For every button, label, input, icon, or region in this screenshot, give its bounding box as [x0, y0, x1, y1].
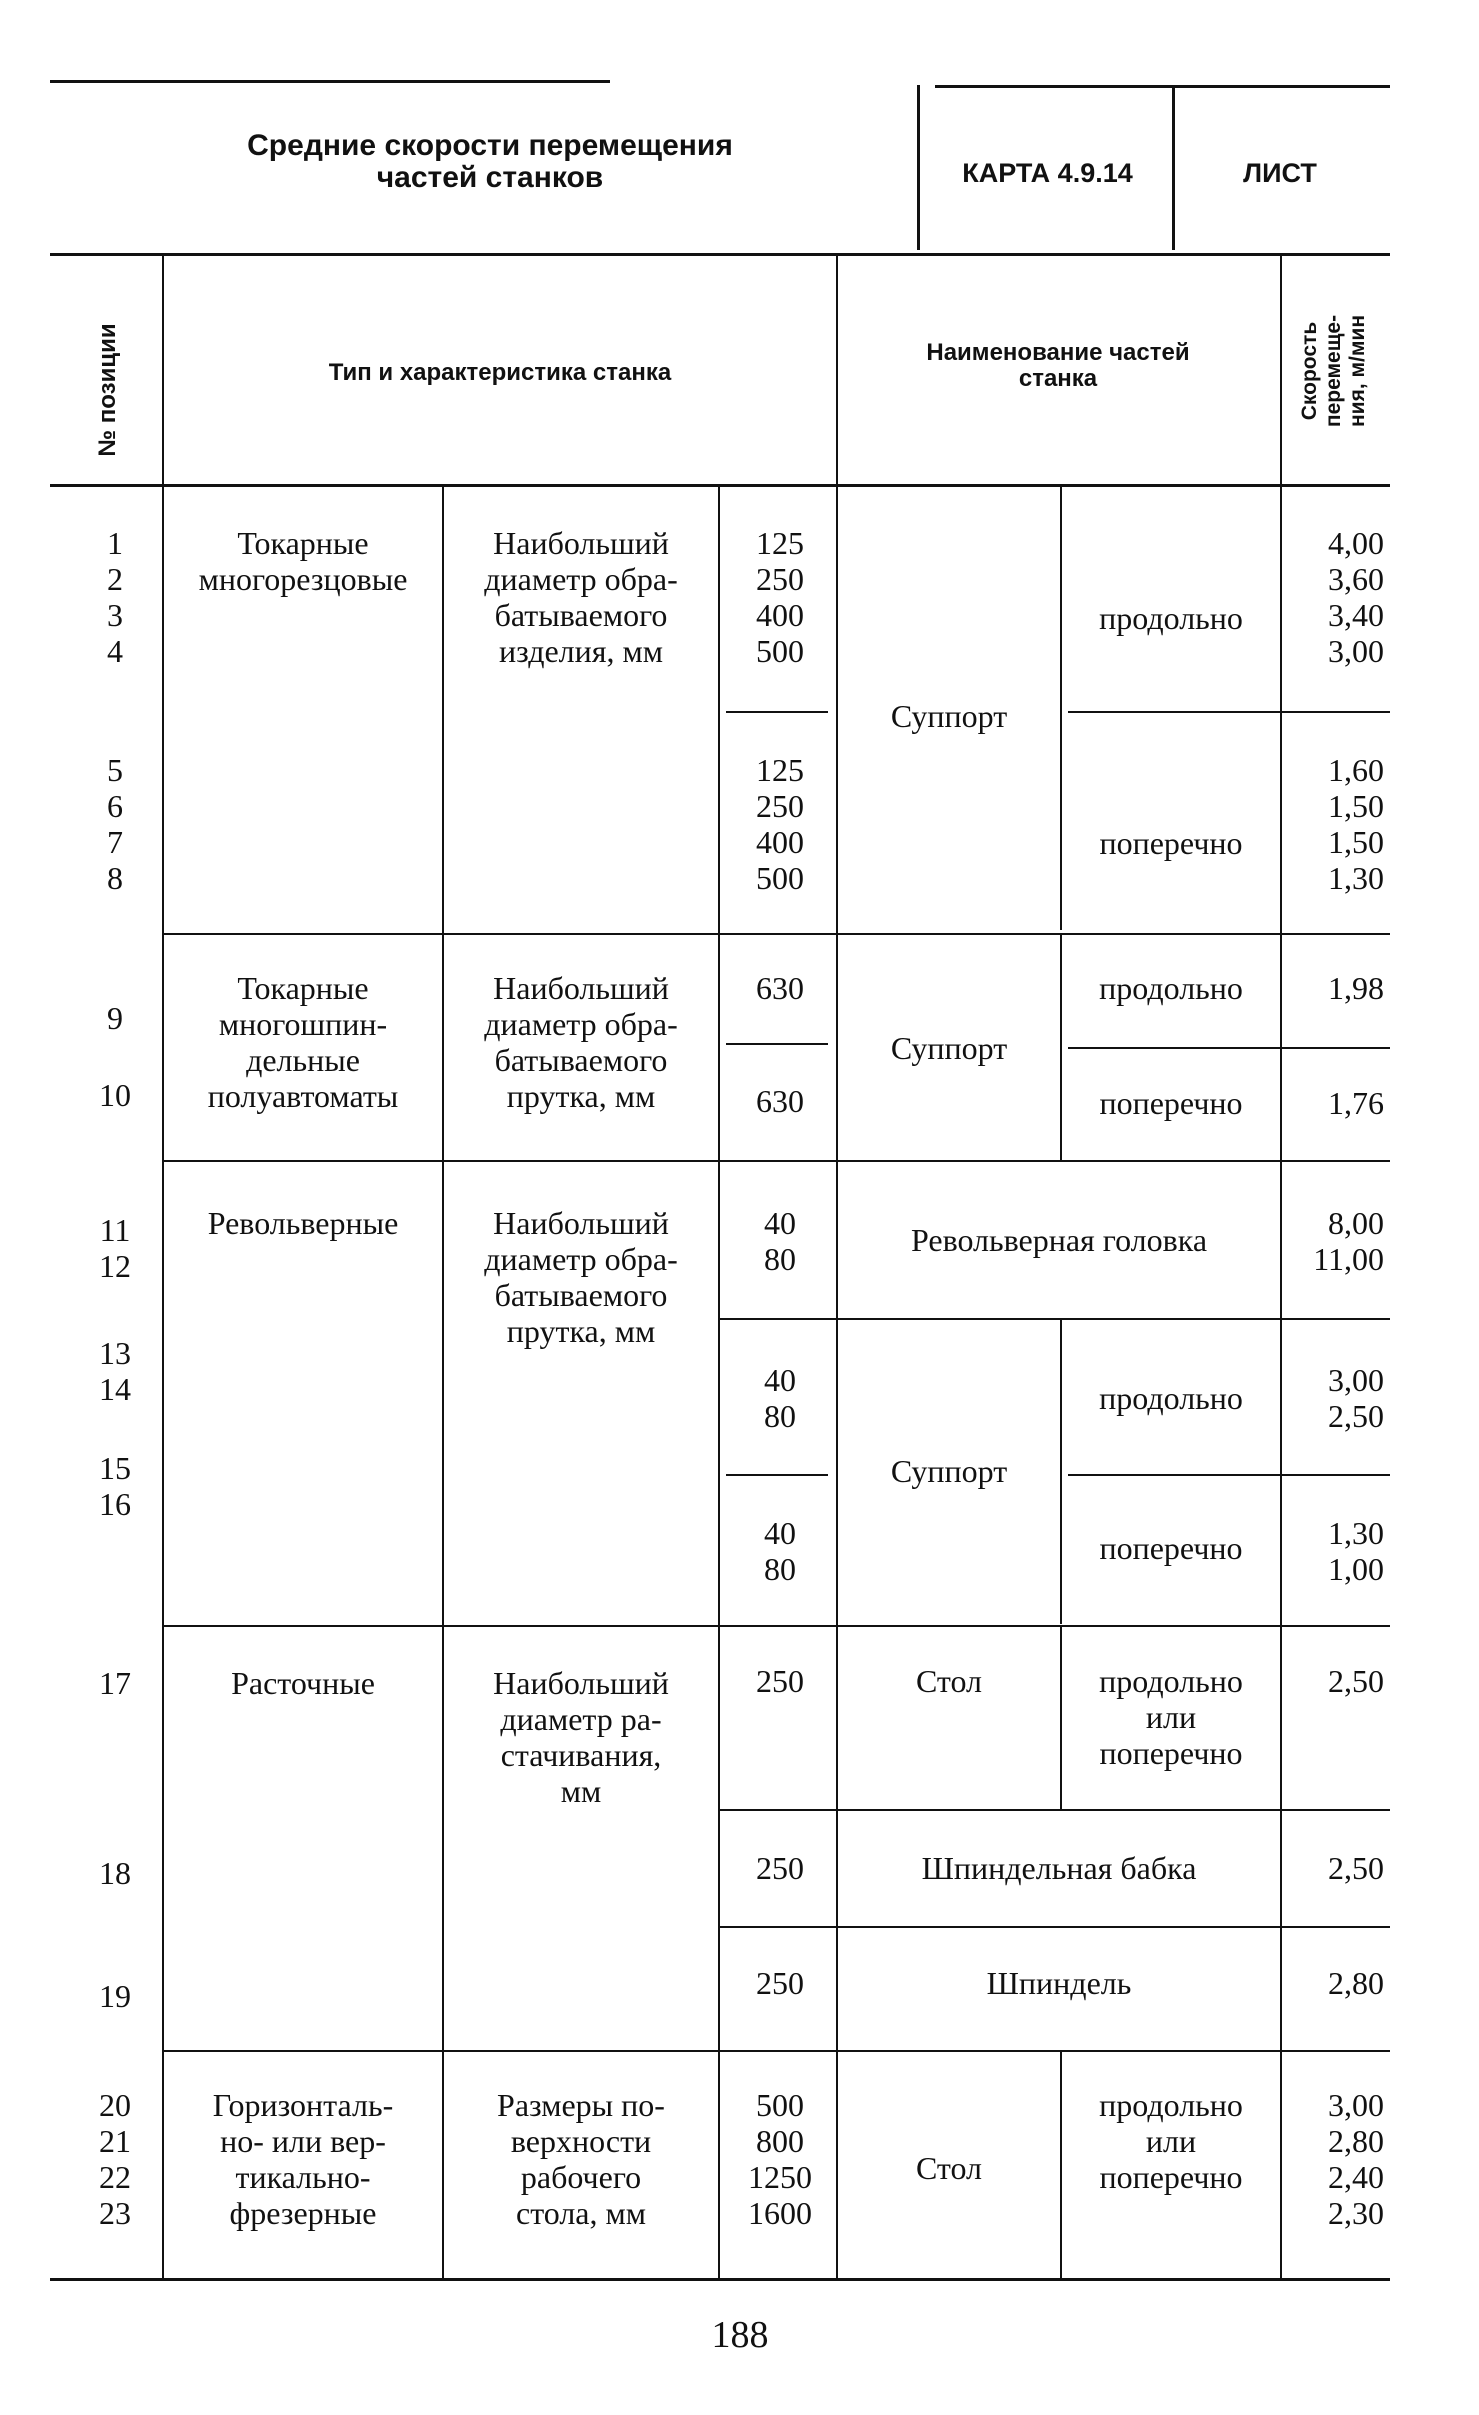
g2-speed-a: 1,98 — [1328, 970, 1384, 1006]
g4-size-a: 250 — [756, 1663, 804, 1699]
g4-part-c: Шпиндель — [986, 1965, 1132, 2001]
sub-rule-g2-dir — [1068, 1047, 1390, 1049]
page-title: Средние скорости перемещения частей станков — [247, 129, 733, 194]
g4-part-a: Стол — [915, 1663, 983, 1699]
col-header-position-text: № позиции — [94, 323, 121, 457]
col-header-speed-text: Скорость перемеще- ния, м/мин — [1298, 314, 1369, 428]
group-rule-1 — [164, 933, 1390, 935]
g4-size-b: 250 — [756, 1850, 804, 1886]
col-line-type-param — [442, 486, 444, 2278]
g4-pos-a: 17 — [99, 1665, 131, 1701]
g1-speeds-b: 1,60 1,50 1,50 1,30 — [1328, 752, 1384, 896]
group-rule-2 — [164, 1160, 1390, 1162]
g4-speed-c: 2,80 — [1328, 1965, 1384, 2001]
g4-dir-a: продольно или поперечно — [1099, 1663, 1243, 1771]
g4-param: Наибольший диаметр ра- стачивания, мм — [493, 1665, 669, 1809]
g3-part-a: Револьверная головка — [910, 1222, 1208, 1258]
g4-size-c: 250 — [756, 1965, 804, 2001]
col-line-dir-g3 — [1060, 1318, 1062, 1624]
header-top-rule-right — [935, 85, 1390, 88]
col-line-dir-g2 — [1060, 935, 1062, 1160]
g1-positions-b: 5 6 7 8 — [107, 752, 123, 896]
col-line-dir-g4 — [1060, 1627, 1062, 1809]
g2-pos-b: 10 — [99, 1077, 131, 1113]
card-number: КАРТА 4.9.14 — [962, 158, 1133, 188]
col-line-size — [718, 486, 720, 2278]
col-header-part: Наименование частей станка — [926, 339, 1190, 392]
g3-speeds-a: 8,00 11,00 — [1313, 1205, 1384, 1277]
g1-type: Токарные многорезцовые — [198, 525, 408, 597]
g2-speed-b: 1,76 — [1328, 1085, 1384, 1121]
g3-dir-b: продольно — [1099, 1380, 1243, 1416]
g3-sizes-a: 40 80 — [764, 1205, 796, 1277]
sub-rule-g1-size — [726, 711, 828, 713]
g3-speeds-c: 1,30 1,00 — [1328, 1515, 1384, 1587]
col-line-part — [836, 253, 838, 2278]
g5-part: Стол — [915, 2150, 983, 2186]
g2-size-b: 630 — [756, 1083, 804, 1119]
g4-speed-a: 2,50 — [1328, 1663, 1384, 1699]
sub-rule-g2-size — [726, 1043, 828, 1045]
col-line-position — [162, 253, 164, 2278]
g2-size-a: 630 — [756, 970, 804, 1006]
g5-param: Размеры по- верхности рабочего стола, мм — [497, 2087, 665, 2231]
g4-pos-c: 19 — [99, 1978, 131, 2014]
g3-type: Револьверные — [207, 1205, 399, 1241]
g2-param: Наибольший диаметр обра- батываемого прутка, мм — [484, 970, 678, 1114]
sub-rule-g3-a — [720, 1318, 1390, 1320]
g3-pos-a: 11 12 — [99, 1212, 131, 1284]
g1-dir-a: продольно — [1099, 600, 1243, 636]
g5-dir: продольно или поперечно — [1099, 2087, 1243, 2195]
g3-part-b: Суппорт — [890, 1453, 1008, 1489]
sub-rule-g1-dir — [1068, 711, 1390, 713]
col-header-type: Тип и характеристика станка — [328, 359, 672, 386]
table-header-rule — [50, 484, 1390, 487]
page-number: 188 — [711, 2314, 769, 2356]
col-line-dir-g5 — [1060, 2052, 1062, 2278]
table-top-rule — [50, 253, 1390, 256]
g1-positions: 1 2 3 4 — [107, 525, 123, 669]
g3-speeds-b: 3,00 2,50 — [1328, 1362, 1384, 1434]
g2-pos-a: 9 — [107, 1000, 123, 1036]
g1-part: Суппорт — [890, 698, 1008, 734]
g5-positions: 20 21 22 23 — [99, 2087, 131, 2231]
sub-rule-g4-a — [720, 1809, 1390, 1811]
g3-param: Наибольший диаметр обра- батываемого прутка, мм — [484, 1205, 678, 1349]
g3-sizes-b: 40 80 — [764, 1362, 796, 1434]
sub-rule-g3-dir — [1068, 1474, 1390, 1476]
group-rule-3 — [164, 1625, 1390, 1627]
g4-type: Расточные — [231, 1665, 375, 1701]
g1-sizes-b: 125 250 400 500 — [756, 752, 804, 896]
g1-param: Наибольший диаметр обра- батываемого изделия, мм — [484, 525, 678, 669]
sheet-label: ЛИСТ — [1243, 158, 1317, 188]
g3-sizes-c: 40 80 — [764, 1515, 796, 1587]
table-bottom-rule — [50, 2278, 1390, 2281]
g5-sizes: 500 800 1250 1600 — [748, 2087, 812, 2231]
g2-dir-a: продольно — [1099, 970, 1243, 1006]
g4-part-b: Шпиндельная бабка — [921, 1850, 1197, 1886]
col-line-dir-g1 — [1060, 486, 1062, 930]
g2-type: Токарные многошпин- дельные полуавтоматы — [207, 970, 399, 1114]
g1-dir-b: поперечно — [1099, 825, 1243, 861]
header-top-rule-left — [50, 80, 610, 83]
g4-pos-b: 18 — [99, 1855, 131, 1891]
g4-speed-b: 2,50 — [1328, 1850, 1384, 1886]
g2-part: Суппорт — [890, 1030, 1008, 1066]
g3-dir-c: поперечно — [1099, 1530, 1243, 1566]
g1-sizes-a: 125 250 400 500 — [756, 525, 804, 669]
header-divider-2 — [1172, 88, 1175, 250]
header-divider-1 — [917, 85, 920, 250]
g1-speeds-a: 4,00 3,60 3,40 3,00 — [1328, 525, 1384, 669]
col-line-speed — [1280, 253, 1282, 2278]
g3-pos-b: 13 14 — [99, 1335, 131, 1407]
g2-dir-b: поперечно — [1099, 1085, 1243, 1121]
col-header-position-rotated — [60, 300, 156, 480]
sub-rule-g4-b — [720, 1926, 1390, 1928]
sub-rule-g3-size — [726, 1474, 828, 1476]
g5-type: Горизонталь- но- или вер- тикально- фрезерные — [212, 2087, 394, 2231]
group-rule-4 — [164, 2050, 1390, 2052]
col-header-speed-rotated — [1284, 260, 1384, 482]
g5-speeds: 3,00 2,80 2,40 2,30 — [1328, 2087, 1384, 2231]
g3-pos-c: 15 16 — [99, 1450, 131, 1522]
